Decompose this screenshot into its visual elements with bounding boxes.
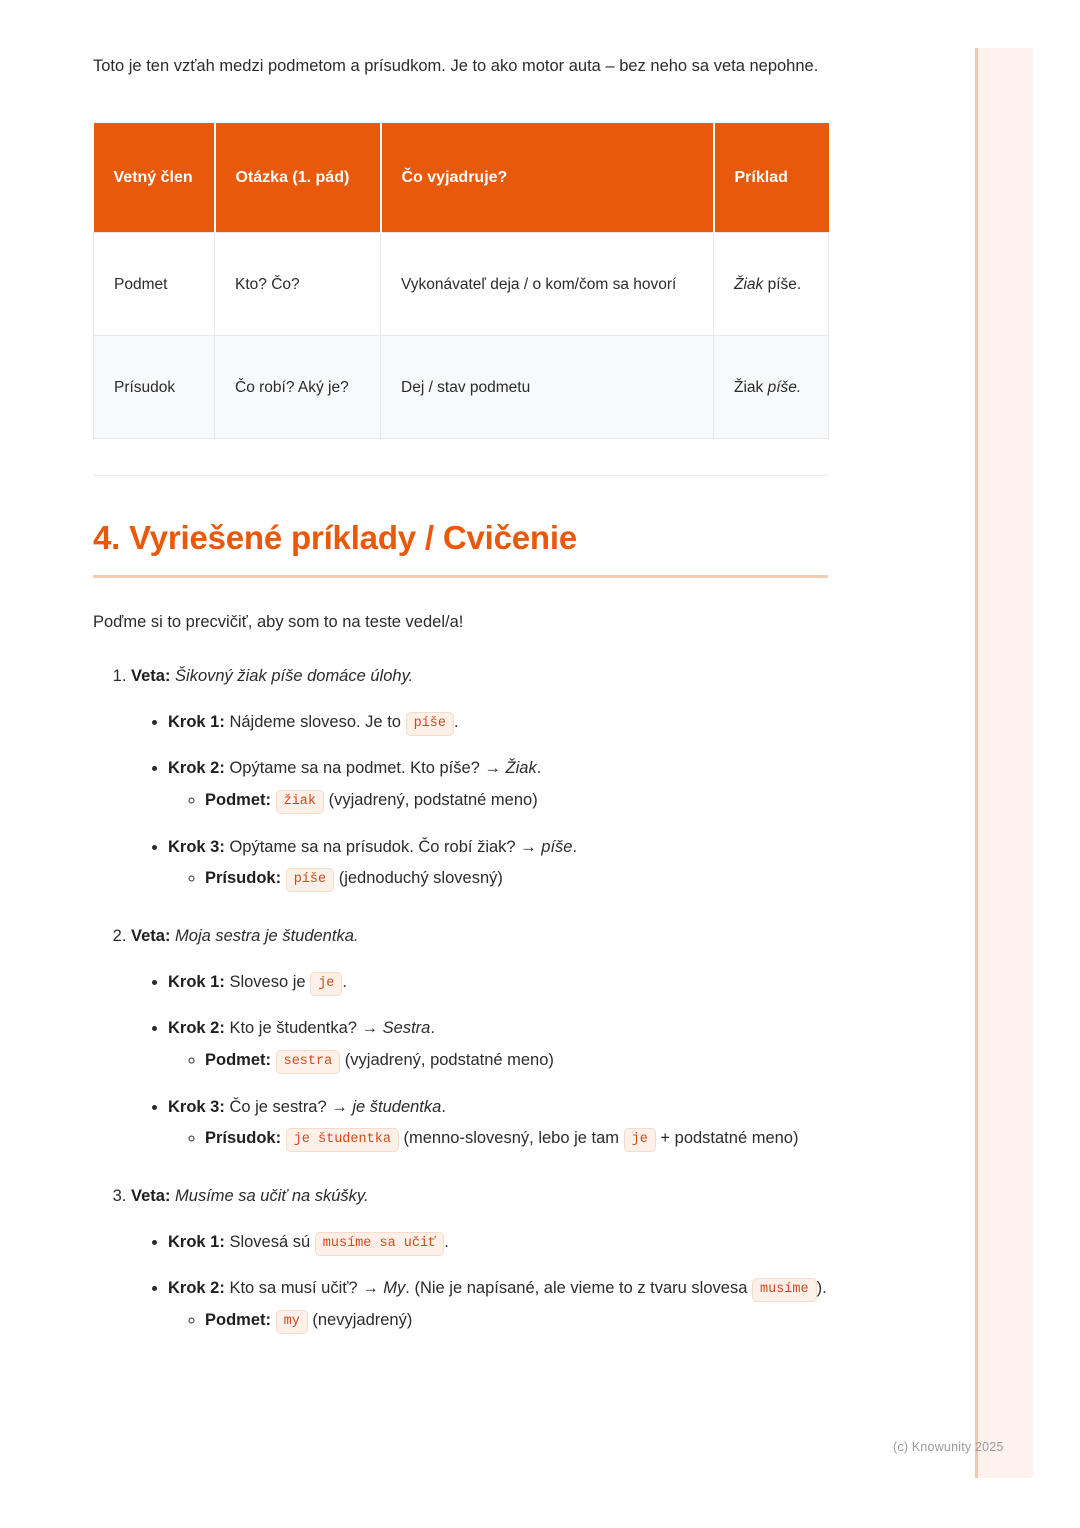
priklad-plain: Žiak bbox=[734, 378, 764, 396]
veta-sentence: Moja sestra je študentka. bbox=[175, 927, 359, 946]
krok-text-end: ). bbox=[816, 1279, 827, 1298]
list-item bbox=[205, 1046, 828, 1076]
veta-label: Veta: bbox=[131, 1187, 171, 1206]
code-chip: je bbox=[624, 1128, 656, 1152]
krok-emphasis: Žiak bbox=[505, 758, 537, 777]
sub-list bbox=[168, 786, 828, 816]
right-decorative-band bbox=[975, 48, 1033, 1478]
sub-list bbox=[168, 1046, 828, 1076]
code-chip: musíme bbox=[752, 1278, 817, 1302]
cell-vetny-clen: Podmet bbox=[94, 233, 215, 336]
lead-paragraph: Poďme si to precvičiť, aby som to na teste vedel/a! bbox=[93, 612, 464, 631]
list-item bbox=[168, 754, 828, 816]
priklad-rest: píše. bbox=[767, 275, 802, 293]
krok-text: Opýtame sa na podmet. Kto píše? → bbox=[229, 758, 501, 777]
sentence-list bbox=[93, 662, 828, 1336]
krok-text: Čo je sestra? → bbox=[229, 1097, 348, 1116]
krok-text: Slovesá sú bbox=[229, 1233, 311, 1252]
list-item bbox=[205, 1124, 828, 1154]
table-header-row bbox=[94, 123, 829, 233]
cell-vyjadruje: Vykonávateľ deja / o kom/čom sa hovorí bbox=[381, 233, 714, 336]
cell-otazka: Čo robí? Aký je? bbox=[215, 336, 381, 439]
krok-text: Nájdeme sloveso. Je to bbox=[229, 713, 401, 732]
sub-label: Podmet: bbox=[205, 1310, 271, 1329]
copyright-watermark: (c) Knowunity 2025 bbox=[893, 1440, 1004, 1454]
krok-emphasis: My bbox=[383, 1279, 406, 1298]
list-item bbox=[168, 1274, 828, 1336]
code-chip: žiak bbox=[276, 790, 324, 814]
list-item bbox=[168, 1093, 828, 1155]
sub-text: (vyjadrený, podstatné meno) bbox=[344, 1050, 554, 1069]
krok-label: Krok 1: bbox=[168, 713, 225, 732]
krok-text-after: . bbox=[572, 837, 578, 856]
cell-vetny-clen: Prísudok bbox=[94, 336, 215, 439]
sub-text-end: + podstatné meno) bbox=[660, 1129, 799, 1148]
krok-emphasis: píše bbox=[541, 837, 573, 856]
code-chip: sestra bbox=[276, 1050, 341, 1074]
krok-text-after: . bbox=[430, 1018, 435, 1037]
krok-label: Krok 2: bbox=[168, 1279, 225, 1298]
page-title: 4. Vyriešené príklady / Cvičenie bbox=[93, 519, 577, 557]
krok-text: Kto sa musí učiť? → bbox=[229, 1279, 379, 1298]
code-chip: my bbox=[276, 1310, 308, 1334]
veta-label: Veta: bbox=[131, 927, 171, 946]
krok-emphasis: je študentka bbox=[352, 1097, 442, 1116]
list-item bbox=[168, 1228, 828, 1257]
table-header-cell: Vetný člen bbox=[94, 123, 215, 233]
krok-text-after: . bbox=[441, 1097, 446, 1116]
list-item bbox=[168, 708, 828, 737]
list-item bbox=[205, 1306, 828, 1336]
code-chip: je študentka bbox=[286, 1128, 399, 1152]
krok-label: Krok 2: bbox=[168, 1018, 225, 1037]
list-item bbox=[168, 833, 828, 895]
cell-priklad bbox=[714, 336, 829, 439]
list-item bbox=[131, 1182, 828, 1335]
sub-label: Podmet: bbox=[205, 790, 271, 809]
krok-text: Opýtame sa na prísudok. Čo robí žiak? → bbox=[229, 837, 537, 856]
table-row bbox=[94, 233, 829, 336]
table-header-cell: Príklad bbox=[714, 123, 829, 233]
krok-label: Krok 3: bbox=[168, 1097, 225, 1116]
krok-text: Kto je študentka? → bbox=[229, 1018, 379, 1037]
krok-label: Krok 1: bbox=[168, 973, 225, 992]
krok-text: Sloveso je bbox=[229, 973, 306, 992]
cell-priklad bbox=[714, 233, 829, 336]
sub-list bbox=[168, 1124, 828, 1154]
sub-list bbox=[168, 864, 828, 894]
krok-label: Krok 1: bbox=[168, 1233, 225, 1252]
cell-otazka: Kto? Čo? bbox=[215, 233, 381, 336]
sub-text: (jednoduchý slovesný) bbox=[338, 869, 503, 888]
table-header-cell: Otázka (1. pád) bbox=[215, 123, 381, 233]
sub-label: Podmet: bbox=[205, 1050, 271, 1069]
priklad-emphasis: píše. bbox=[767, 378, 802, 396]
sub-text: (vyjadrený, podstatné meno) bbox=[328, 790, 538, 809]
table-header-cell: Čo vyjadruje? bbox=[381, 123, 714, 233]
krok-text-after: . bbox=[444, 1233, 449, 1252]
sub-text: (menno-slovesný, lebo je tam bbox=[403, 1129, 620, 1148]
krok-text-after: . bbox=[453, 713, 459, 732]
krok-text-mid: . (Nie je napísané, ale vieme to z tvaru slovesa bbox=[405, 1279, 748, 1298]
sub-label: Prísudok: bbox=[205, 869, 282, 888]
list-item bbox=[168, 1014, 828, 1076]
list-item bbox=[205, 864, 828, 894]
code-chip: píše bbox=[406, 712, 454, 736]
sub-label: Prísudok: bbox=[205, 1129, 282, 1148]
step-list bbox=[131, 708, 828, 894]
code-chip: je bbox=[310, 972, 342, 996]
list-item bbox=[131, 662, 828, 894]
krok-label: Krok 2: bbox=[168, 758, 225, 777]
intro-paragraph: Toto je ten vzťah medzi podmetom a prísudkom. Je to ako motor auta – bez neho sa veta nepohne. bbox=[93, 57, 819, 75]
krok-emphasis: Sestra bbox=[382, 1018, 431, 1037]
code-chip: musíme sa učiť bbox=[315, 1232, 444, 1256]
step-list bbox=[131, 968, 828, 1154]
veta-label: Veta: bbox=[131, 667, 171, 686]
step-list bbox=[131, 1228, 828, 1335]
code-chip: píše bbox=[286, 868, 334, 892]
list-item bbox=[131, 922, 828, 1154]
table-row bbox=[94, 336, 829, 439]
sub-text: (nevyjadrený) bbox=[312, 1310, 413, 1329]
document-content bbox=[93, 0, 828, 1364]
list-item bbox=[205, 786, 828, 816]
list-item bbox=[168, 968, 828, 997]
cell-vyjadruje: Dej / stav podmetu bbox=[381, 336, 714, 439]
sub-list bbox=[168, 1306, 828, 1336]
sentence-parts-table bbox=[93, 123, 829, 440]
veta-sentence: Musíme sa učiť na skúšky. bbox=[175, 1187, 369, 1206]
krok-label: Krok 3: bbox=[168, 837, 225, 856]
krok-text-after: . bbox=[536, 758, 542, 777]
priklad-emphasis: Žiak bbox=[734, 275, 764, 293]
veta-sentence: Šikovný žiak píše domáce úlohy. bbox=[175, 667, 414, 686]
krok-text-after: . bbox=[342, 973, 347, 992]
